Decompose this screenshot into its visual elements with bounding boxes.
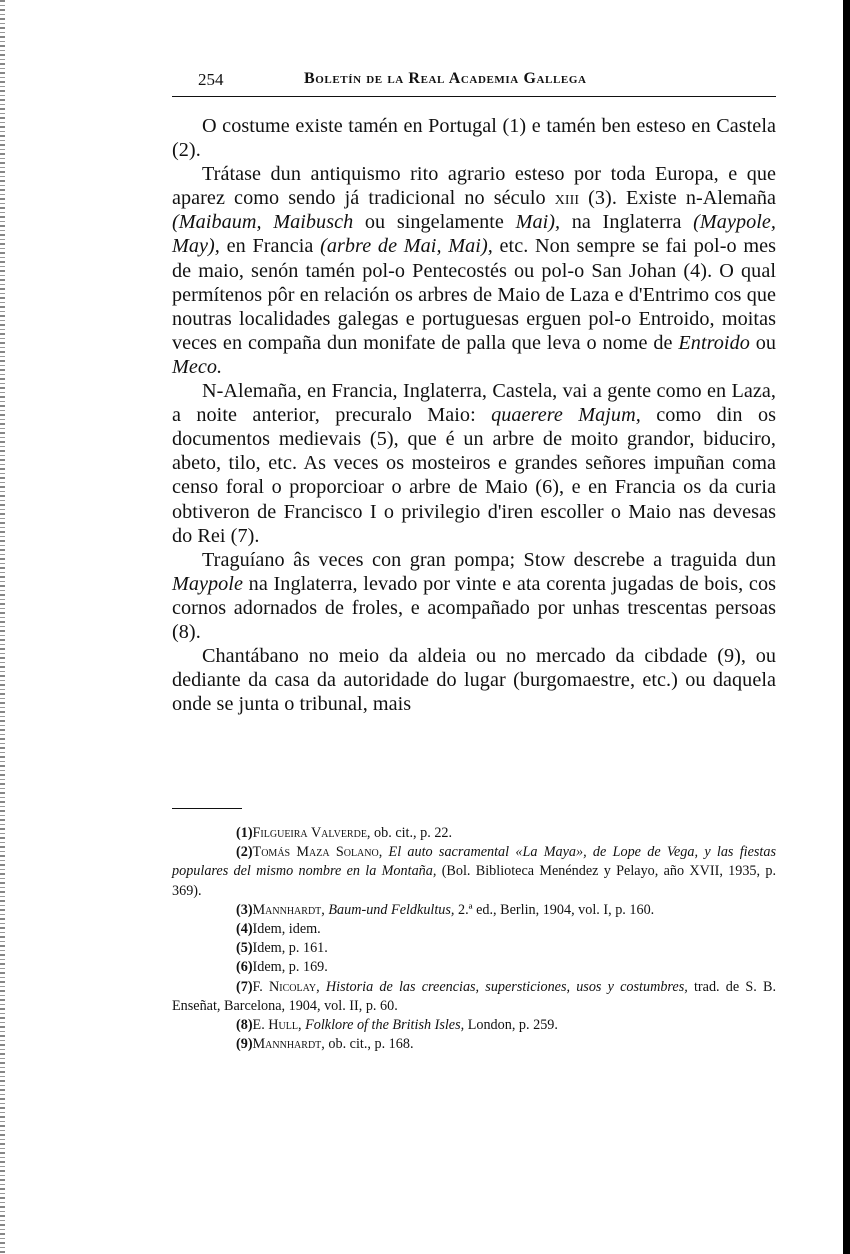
footnote-title: Baum-und Feldkultus, [324,901,455,918]
paragraph-text: na Inglaterra, levado por vinte e ata corenta jugadas de bois, cos cornos adornados de froles, e acompañado por unhas trescentas persoas (8). [172,572,776,643]
footnote-text: trad. de S. B. Enseñat, Barcelona, 1904, vol. II, p. 60. [172,978,776,1014]
paragraph-text: Chantábano no meio da aldeia ou no mercado da cibdade (9), ou dediante da casa da autoridade do lugar (burgomaestre, etc.) ou daquela onde se junta o tribunal, mais [172,645,776,716]
italic-term: Maypole [172,572,243,595]
scan-edge-left [0,0,5,1254]
footnote-number: (8) [236,1017,253,1034]
footnote-number: (1) [236,825,253,841]
paragraph-text: xiii [554,187,580,210]
running-head [172,64,776,97]
page-number: 254 [198,70,224,89]
footnote-text: London, p. 259. [464,1017,558,1034]
footnote-author: Mannhardt, [252,1036,325,1053]
body-paragraph [172,644,776,716]
footnote-text: (Bol. Biblioteca Menéndez y Pelayo, año XVII, 1935, p. 369). [172,863,777,899]
italic-term: (Maypole, May), [172,211,777,258]
footnote [172,843,776,901]
italic-term: quaerere Majum, [491,404,641,427]
footnote [172,1035,776,1054]
footnote-number: (7) [236,978,253,995]
footnote-author: F. Nicolay, [252,978,320,995]
footnote [172,939,776,958]
footnote-number: (3) [236,901,253,918]
footnote-number: (5) [236,940,253,957]
body-paragraph [172,548,776,644]
italic-term: Entroido [678,331,750,354]
paragraph-text: (3). Existe n-Alemaña [579,187,776,210]
footnote-number: (2) [236,844,253,861]
footnotes [172,824,776,1054]
italic-term: (Maibaum, Maibusch [172,211,354,234]
body-text [172,114,776,716]
paragraph-text: en Francia [219,235,321,258]
footnote-number: (9) [236,1036,253,1053]
italic-term: Meco. [172,355,223,378]
footnote-rule [172,808,242,809]
paragraph-text: ou [749,331,777,354]
footnote-text: ob. cit., p. 22. [370,825,453,841]
italic-term: (arbre de Mai, Mai), [320,235,493,258]
footnote-text: Idem, p. 169. [252,959,328,976]
footnote [172,958,776,977]
paragraph-text: Traguíano âs veces con gran pompa; Stow descrebe a traguida dun [202,548,776,571]
paragraph-text: Trátase dun antiquismo rito agrario esteso por toda Europa, e que aparez como sendo já tradicional no século [172,163,776,210]
paragraph-text: como din os documentos medievais (5), que é un arbre de moito grandor, biduciro, abeto, tilo, etc. As veces os mosteiros e grandes señores impuñan coma censo foral o proporcioar o arbre de Maio (6), e en Francia os da curia obtiveron de Francisco I o privilegio d'iren escoller o Maio nas devesas do Rei (7). [172,404,776,547]
paragraph-text: O costume existe tamén en Portugal (1) e tamén ben esteso en Castela (2). [172,115,776,162]
footnote [172,901,776,920]
footnote [172,920,776,939]
footnote-author: Mannhardt, [252,901,325,918]
journal-title: Boletín de la Real Academia Gallega [304,70,587,87]
footnote-title: El auto sacramental «La Maya», de Lope de Vega, y las fiestas populares del mismo nombre en la Montaña, [172,844,776,880]
footnote-author: E. Hull, [252,1017,302,1034]
footnote-text: Idem, idem. [252,921,321,938]
footnote [172,824,776,843]
footnote-number: (6) [236,959,253,976]
footnote [172,978,776,1016]
scan-edge-right [843,0,850,1254]
footnote-text: ob. cit., p. 168. [324,1036,414,1053]
italic-term: Mai), [515,211,561,234]
body-paragraph [172,162,776,379]
paragraph-text: ou singelamente [353,211,516,234]
paragraph-text: na Inglaterra [560,211,694,234]
body-paragraph [172,114,776,162]
footnote-text: 2.ª ed., Berlin, 1904, vol. I, p. 160. [454,901,655,918]
footnote [172,1016,776,1035]
body-paragraph [172,379,776,548]
footnote-author: Filgueira Valverde, [252,825,371,841]
paragraph-text: etc. Non sempre se fai pol-o mes de maio, senón tamén pol-o Pentecostés ou pol-o San Johan (4). O qual permítenos pôr en relación os arbres de Maio de Laza e d'Entrimo cos que noutras localidades galegas e portuguesas erguen pol-o Entroido, moitas veces en compaña dun monifate de palla que leva o nome de [172,235,777,354]
footnote-title: Folklore of the British Isles, [301,1017,465,1034]
footnote-number: (4) [236,921,253,938]
paragraph-text: N-Alemaña, en Francia, Inglaterra, Castela, vai a gente como en Laza, a noite anterior, precuralo Maio: [172,380,776,427]
page [172,64,776,716]
footnote-text: Idem, p. 161. [252,940,328,957]
footnote-title: Historia de las creencias, supersticiones, usos y costumbres, [319,978,688,995]
footnote-author: Tomás Maza Solano, [252,844,383,861]
